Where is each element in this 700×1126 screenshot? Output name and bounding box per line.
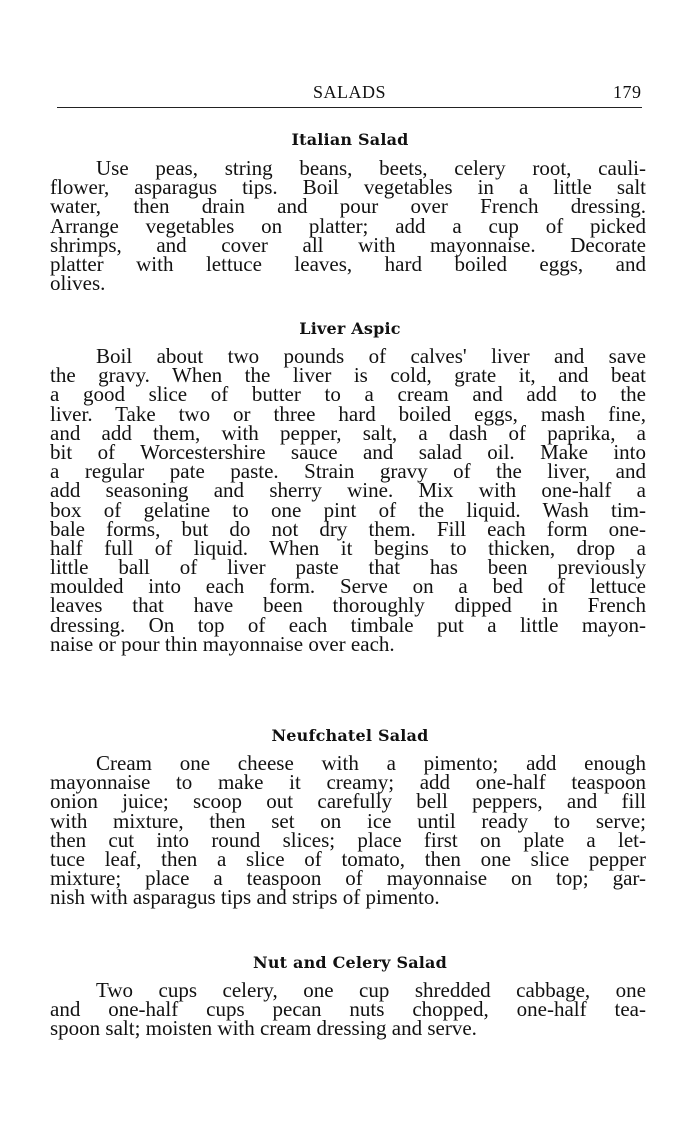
text-line: a good slice of butter to a cream and add to the: [50, 382, 646, 407]
text-line: water, then drain and pour over French dressing.: [50, 194, 646, 219]
text-line: moulded into each form. Serve on a bed of lettuce: [50, 574, 646, 599]
text-line: flower, asparagus tips. Boil vegetables in a little salt: [50, 175, 646, 200]
text-line: mayonnaise to make it creamy; add one-half teaspoon: [50, 770, 646, 795]
text-line: liver. Take two or three hard boiled eggs, mash fine,: [50, 401, 646, 426]
text-line: bale forms, but do not dry them. Fill each form one-: [50, 516, 646, 541]
text-line: box of gelatine to one pint of the liquid. Wash tim-: [50, 497, 646, 522]
text-line: onion juice; scoop out carefully bell peppers, and fill: [50, 789, 646, 814]
text-line: Boil about two pounds of calves' liver and save: [96, 344, 646, 368]
recipe-paragraph: [50, 156, 646, 296]
recipe-title: Italian Salad: [291, 130, 409, 149]
text-line: nish with asparagus tips and strips of pimento.: [50, 885, 440, 910]
text-line: dressing. On top of each timbale put a little mayon-: [50, 612, 646, 637]
recipe-title: Nut and Celery Salad: [253, 953, 447, 972]
text-line: with mixture, then set on ice until ready to serve;: [50, 808, 646, 833]
text-line: olives.: [50, 271, 106, 296]
text-line: spoon salt; moisten with cream dressing and serve.: [50, 1016, 477, 1041]
recipe-title: Neufchatel Salad: [271, 726, 429, 745]
text-line: mixture; place a teaspoon of mayonnaise on top; gar-: [50, 866, 646, 891]
running-header-section: SALADS: [313, 82, 387, 102]
text-line: shrimps, and cover all with mayonnaise. Decorate: [50, 232, 646, 257]
text-line: add seasoning and sherry wine. Mix with one-half a: [50, 478, 646, 503]
text-line: Cream one cheese with a pimento; add enough: [96, 751, 646, 775]
recipe-paragraph: [50, 344, 646, 656]
text-line: Use peas, string beans, beets, celery root, cauli-: [96, 156, 646, 180]
text-line: half full of liquid. When it begins to thicken, drop a: [50, 535, 646, 560]
text-line: and add them, with pepper, salt, a dash of paprika, a: [50, 420, 646, 445]
header-rule: [57, 107, 642, 108]
text-line: then cut into round slices; place first on plate a let-: [50, 827, 646, 852]
text-line: leaves that have been thoroughly dipped in French: [50, 593, 646, 618]
text-line: little ball of liver paste that has been previously: [50, 555, 646, 580]
recipe-title: Liver Aspic: [299, 319, 401, 338]
recipe-paragraph: [50, 751, 646, 910]
text-line: Arrange vegetables on platter; add a cup of picked: [50, 213, 646, 238]
text-line: and one-half cups pecan nuts chopped, one-half tea-: [50, 997, 646, 1022]
recipe-paragraph: [50, 978, 646, 1041]
text-line: bit of Worcestershire sauce and salad oil. Make into: [50, 439, 646, 464]
text-line: a regular pate paste. Strain gravy of the liver, and: [50, 459, 646, 484]
text-line: tuce leaf, then a slice of tomato, then one slice pepper: [50, 846, 646, 871]
text-line: Two cups celery, one cup shredded cabbage, one: [96, 978, 646, 1002]
page-number: 179: [613, 82, 642, 102]
text-line: the gravy. When the liver is cold, grate it, and beat: [50, 363, 646, 388]
text-line: naise or pour thin mayonnaise over each.: [50, 631, 395, 656]
text-line: platter with lettuce leaves, hard boiled eggs, and: [50, 251, 646, 276]
